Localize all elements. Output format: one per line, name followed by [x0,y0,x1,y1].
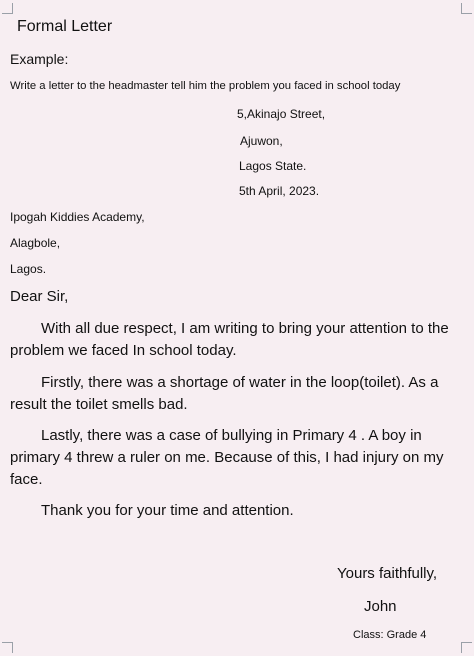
recipient-address-line: Ipogah Kiddies Academy, [10,210,145,224]
recipient-address-line: Alagbole, [10,236,61,250]
body-paragraph: Thank you for your time and attention. [41,502,294,519]
crop-mark-top-right [461,3,472,14]
crop-mark-bottom-right [461,642,472,653]
class-info: Class: Grade 4 [353,629,427,641]
signature-name: John [364,598,397,615]
salutation: Dear Sir, [10,288,69,305]
body-paragraph: Firstly, there was a shortage of water in the loop(toilet). As a result the toilet smells bad. [10,374,439,413]
body-paragraph: With all due respect, I am writing to bring your attention to the problem we faced In school today. [10,320,449,359]
closing: Yours faithfully, [337,565,438,582]
sender-address-line: Ajuwon, [240,134,283,148]
letter-date: 5th April, 2023. [239,184,320,198]
crop-mark-bottom-left [2,642,13,653]
letter-prompt: Write a letter to the headmaster tell him the problem you faced in school today [10,80,401,92]
crop-mark-top-left [2,3,13,14]
sender-address-line: Lagos State. [239,159,307,173]
recipient-address-line: Lagos. [10,262,47,276]
example-label: Example: [10,51,69,67]
sender-address-line: 5,Akinajo Street, [237,107,326,121]
body-paragraph: Lastly, there was a case of bullying in Primary 4 . A boy in primary 4 threw a ruler on me. Because of this, I had injury on my face. [10,427,444,488]
page-title: Formal Letter [17,18,113,35]
